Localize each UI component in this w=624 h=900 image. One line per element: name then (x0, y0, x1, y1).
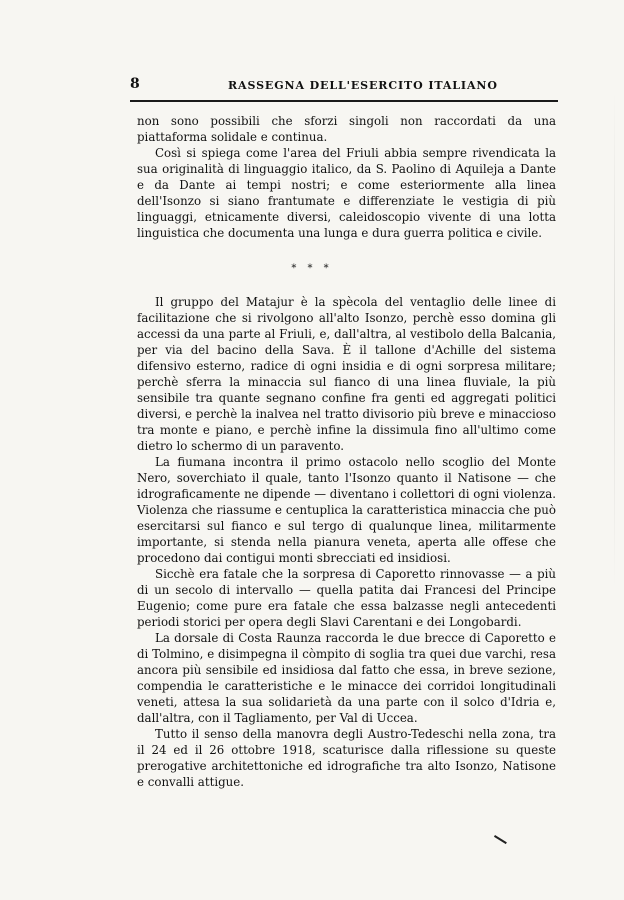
paragraph: La fiumana incontra il primo ostacolo nello scoglio del Monte Nero, soverchiato il quale, tanto l'Isonzo quanto il Natisone — che idrograficamente ne dipende — diventano i collettori di ogni violenza. Violenza che riassume e centuplica la caratteristica minaccia che può esercitarsi sul fianco e sul tergo di qualunque linea, militarmente importante, si stenda nella pianura veneta, aperta alle offese che procedono dai contigui monti sbrecciati ed insidiosi. (137, 455, 556, 565)
section-separator: * * * (291, 263, 333, 274)
running-title: RASSEGNA DELL'ESERCITO ITALIANO (228, 79, 498, 92)
stray-mark (490, 835, 507, 850)
paragraph: Così si spiega come l'area del Friuli abbia sempre rivendicata la sua originalità di linguaggio italico, da S. Paolino di Aquileja a Dante e da Dante ai tempi nostri; e come esteriormente alla linea dell'Isonzo si siano frantumate e differenziate le vestigia di più linguaggi, etnicamente diversi, caleidoscopio vivente di una lotta linguistica che documenta una lunga e dura guerra politica e civile. (137, 146, 556, 240)
paragraph: Sicchè era fatale che la sorpresa di Caporetto rinnovasse — a più di un secolo di intervallo — quella patita dai Francesi del Principe Eugenio; come pure era fatale che essa balzasse negli antecedenti periodi storici per opera degli Slavi Carentani e dei Longobardi. (137, 567, 556, 629)
text-block-top (137, 113, 556, 241)
page-header (130, 76, 558, 98)
paragraph: Il gruppo del Matajur è la spècola del ventaglio delle linee di facilitazione che si rivolgono all'alto Isonzo, perchè esso domina gli accessi da una parte al Friuli, e, dall'altra, al vestibolo della Balcania, per via del bacino della Sava. È il tallone d'Achille del sistema difensivo esterno, radice di ogni insidia e di ogni sorpresa militare; perchè sferra la minaccia sul fianco di una linea fluviale, la più sensibile tra quante segnano confine fra genti ed aggregati politici diversi, e perchè la inalvea nel tratto divisorio più breve e minaccioso tra monte e piano, e perchè infine la dissimula fino all'ultimo come dietro lo schermo di un paravento. (137, 295, 556, 453)
paragraph: La dorsale di Costa Raunza raccorda le due brecce di Caporetto e di Tolmino, e disimpegna il còmpito di soglia tra quei due varchi, resa ancora più sensibile ed insidiosa dal fatto che essa, in breve sezione, compendia le caratteristiche e le minacce dei corridoi longitudinali veneti, attesa la sua solidarietà da una parte con il solco d'Idria e, dall'altra, con il Tagliamento, per Val di Uccea. (137, 631, 556, 725)
header-rule (130, 100, 558, 102)
page-edge-shadow (614, 90, 615, 590)
page-number: 8 (130, 76, 140, 92)
paragraph: non sono possibili che sforzi singoli non raccordati da una piattaforma solidale e continua. (137, 114, 556, 144)
paragraph: Tutto il senso della manovra degli Austro-Tedeschi nella zona, tra il 24 ed il 26 ottobre 1918, scaturisce dalla riflessione su queste prerogative architettoniche ed idrografiche tra alto Isonzo, Natisone e convalli attigue. (137, 727, 556, 789)
text-block-main (137, 294, 556, 790)
